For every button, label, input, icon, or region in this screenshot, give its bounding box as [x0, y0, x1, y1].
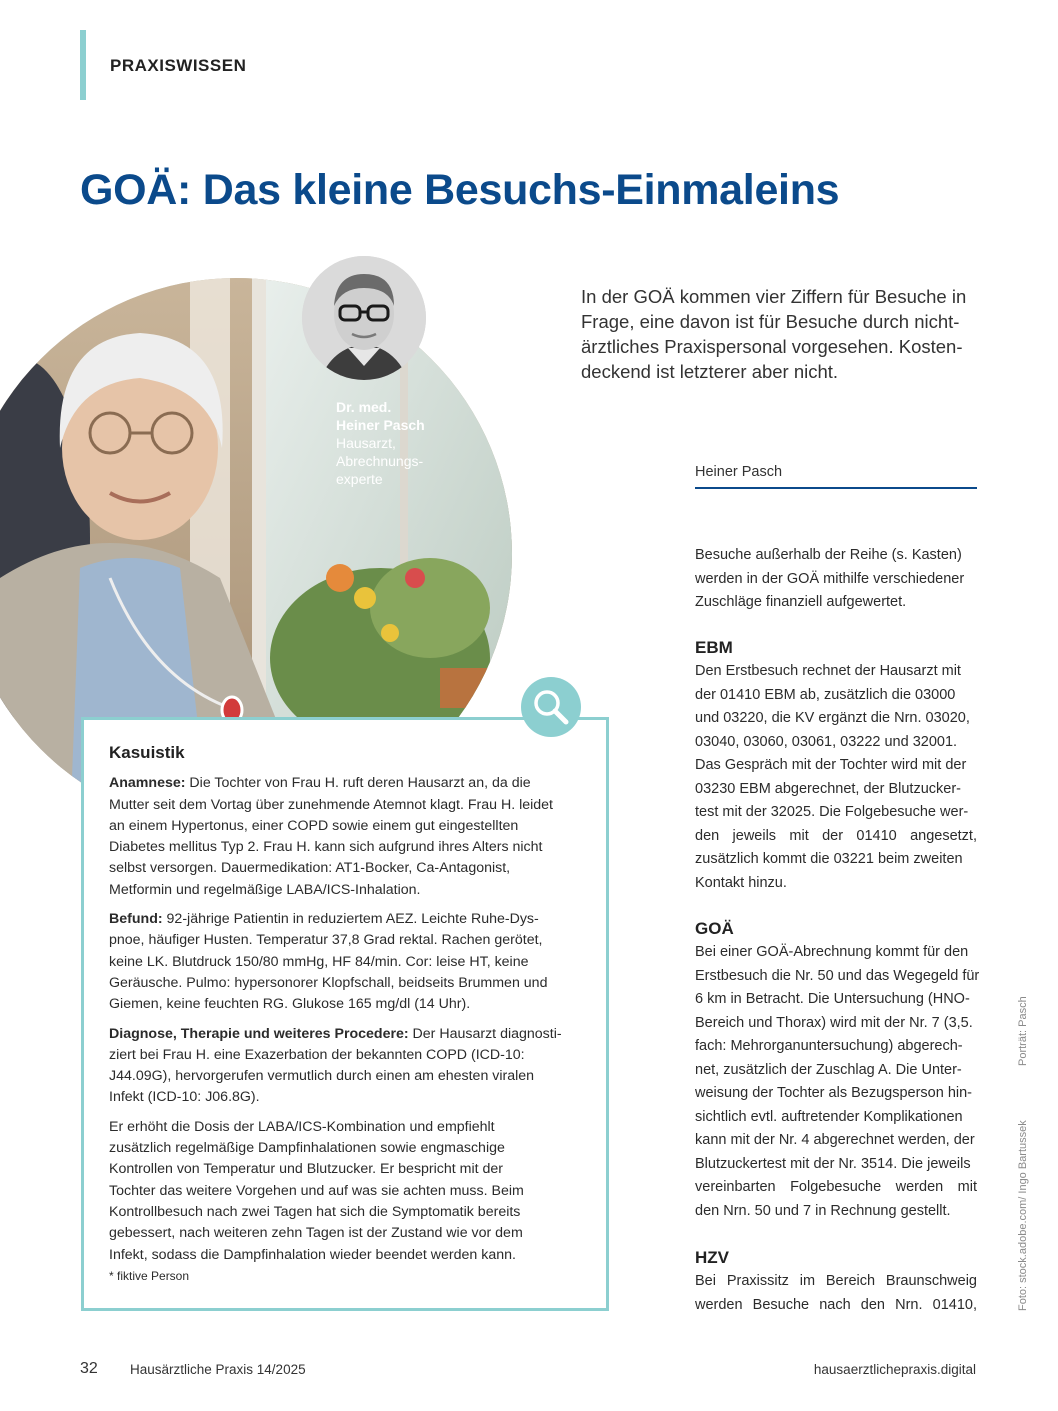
hzv-section [695, 1246, 977, 1317]
text-fragment: Der Hausarzt diagnosti- [408, 1025, 562, 1042]
article-lead [581, 284, 991, 384]
text-line: der 01410 EBM ab, zusätzlich die 03000 [695, 686, 956, 703]
lead-line: Frage, eine davon ist für Besuche durch nicht- [581, 311, 960, 332]
lead-line: deckend ist letzterer aber nicht. [581, 361, 839, 382]
text-line: an einem Hypertonus, einer COPD sowie einem gut eingestellten [109, 817, 519, 834]
magnifier-icon-glyph [521, 677, 581, 737]
goae-section [695, 917, 980, 1223]
anamnese-paragraph [109, 773, 589, 901]
diagnose-paragraph [109, 1024, 589, 1109]
text-line: Den Erstbesuch rechnet der Hausarzt mit [695, 663, 961, 679]
author-portrait-illustration [302, 256, 426, 380]
text-line: weisung der Tochter als Bezugsperson hin- [695, 1085, 973, 1101]
befund-paragraph [109, 909, 589, 1015]
text-line: Kontrollen von Temperatur und Blutzucker. Er bespricht mit der [109, 1161, 504, 1178]
text-line: den Nrn. 50 und 7 in Rechnung gestellt. [695, 1202, 951, 1219]
text-line: Kontakt hinzu. [695, 874, 787, 891]
text-line: Besuche außerhalb der Reihe (s. Kasten) [695, 547, 962, 563]
magnifier-icon [521, 677, 581, 737]
text-line: zusätzlich kommt die 03221 beim zweiten [695, 851, 963, 867]
text-line: 6 km in Betracht. Die Untersuchung (HNO- [695, 991, 970, 1007]
article-headline: GOÄ: Das kleine Besuchs-Einmaleins [80, 166, 840, 214]
text-line: fach: Mehrorganuntersuchung) abgerech- [695, 1038, 963, 1054]
text-line: Metformin und regelmäßige LABA/ICS-Inhalation. [109, 881, 421, 898]
page-number: 32 [80, 1360, 98, 1377]
case-study-heading: Kasuistik [109, 743, 185, 762]
text-fragment: Die Tochter von Frau H. ruft deren Hausarzt an, da die [185, 775, 531, 792]
text-line: und 03220, die KV ergänzt die Nrn. 03020, [695, 710, 970, 726]
diagnose-label: Diagnose, Therapie und weiteres Procedere: [109, 1025, 409, 1042]
text-line: ziert bei Frau H. eine Exazerbation der bekannten COPD (ICD-10: [109, 1046, 525, 1063]
anamnese-label: Anamnese: [109, 775, 186, 792]
text-line: Infekt, sodass die Dampfinhalation wieder beendet werden kann. [109, 1246, 516, 1263]
case-study-box [81, 717, 609, 1311]
text-line: sichtlich evtl. auftretender Komplikationen [695, 1108, 963, 1125]
text-line: gebessert, nach weiteren zehn Tagen ist der Zustand wie vor dem [109, 1225, 523, 1242]
publication-name: Hausärztliche Praxis 14/2025 [130, 1362, 306, 1377]
therapie-paragraph [109, 1117, 589, 1266]
text-line: kann mit der Nr. 4 abgerechnet werden, der [695, 1132, 975, 1148]
text-line: test mit der 32025. Die Folgebesuche wer- [695, 804, 969, 820]
author-role: Abrechnungs- [336, 453, 424, 469]
text-line: Diabetes mellitus Typ 2. Frau H. kann sich aufgrund ihres Alters nicht [109, 839, 543, 856]
text-line: Geräusche. Pulmo: hypersonorer Klopfschall, beidseits Brummen und [109, 974, 548, 991]
text-line [109, 773, 589, 794]
text-line: Zuschläge finanziell aufgewertet. [695, 594, 907, 610]
hzv-heading: HZV [695, 1248, 729, 1267]
lead-line: ärztliches Praxispersonal vorgesehen. Kosten- [581, 336, 963, 357]
author-role: experte [336, 471, 383, 487]
text-line: selbst versorgen. Dauermedikation: AT1-Bocker, Ca-Antagonist, [109, 860, 511, 877]
author-portrait [302, 256, 426, 380]
text-line: 03040, 03060, 03061, 03222 und 32001. [695, 733, 958, 750]
text-line: Infekt (ICD-10: J06.8G). [109, 1089, 260, 1106]
text-fragment: 92-jährige Patientin in reduziertem AEZ. Leichte Ruhe-Dys- [162, 911, 539, 928]
text-line: Bei einer GOÄ-Abrechnung kommt für den [695, 944, 969, 960]
intro-paragraph [695, 544, 977, 615]
website-url: hausaerztlichepraxis.digital [813, 1362, 976, 1377]
ebm-heading: EBM [695, 638, 733, 657]
text-line [109, 1024, 589, 1045]
text-line: Bei Praxissitz im Bereich Braunschweig [695, 1273, 977, 1289]
text-line: Das Gespräch mit der Tochter wird mit der [695, 757, 967, 773]
text-line: net, zusätzlich der Zuschlag A. Die Unter- [695, 1061, 962, 1078]
author-caption [336, 398, 425, 488]
text-line: Erstbesuch die Nr. 50 und das Wegegeld für [695, 967, 980, 984]
text-line: keine LK. Blutdruck 150/80 mmHg, HF 84/min. Cor: leise HT, keine [109, 953, 529, 970]
author-title: Dr. med. [336, 399, 392, 415]
ebm-section [695, 636, 977, 895]
text-line: Mutter seit dem Vortag über zunehmende Atemnot klagt. Frau H. leidet [109, 796, 553, 813]
portrait-credit: Porträt: Pasch [1017, 996, 1029, 1066]
text-line: 03230 EBM abgerechnet, der Blutzucker- [695, 780, 961, 797]
text-line [109, 909, 589, 930]
author-role: Hausarzt, [336, 435, 396, 451]
text-line: zusätzlich regelmäßige Dampfinhalationen sowie engmaschige [109, 1140, 505, 1157]
text-line: Blutzuckertest mit der Nr. 3514. Die jeweils [695, 1155, 971, 1172]
text-line: J44.09G), hervorgerufen vermutlich durch einen am ehesten viralen [109, 1068, 535, 1085]
section-accent-bar [80, 30, 86, 100]
text-line: Giemen, keine feuchten RG. Glukose 165 mg/dl (14 Uhr). [109, 996, 471, 1013]
befund-label: Befund: [109, 911, 163, 928]
text-line: vereinbarten Folgebesuche werden mit [695, 1179, 977, 1195]
photo-credit: Foto: stock.adobe.com/ Ingo Bartussek [1017, 1120, 1029, 1311]
section-label: PRAXISWISSEN [110, 56, 247, 75]
byline: Heiner Pasch [695, 464, 977, 489]
author-name: Heiner Pasch [336, 417, 425, 433]
text-line: pnoe, häufiger Husten. Temperatur 37,8 Grad rektal. Rachen gerötet, [109, 932, 543, 949]
goae-heading: GOÄ [695, 919, 734, 938]
lead-line: In der GOÄ kommen vier Ziffern für Besuche in [581, 286, 967, 307]
text-line: werden in der GOÄ mithilfe verschiedener [695, 570, 965, 587]
text-line: werden Besuche nach den Nrn. 01410, [695, 1296, 977, 1313]
text-line: Kontrollbesuch nach zwei Tagen hat sich die Symptomatik bereits [109, 1203, 521, 1220]
text-line: Tochter das weitere Vorgehen und auf was sie achten muss. Beim [109, 1182, 524, 1199]
footnote: * fiktive Person [109, 1268, 190, 1283]
text-line: Bereich und Thorax) wird mit der Nr. 7 (3,5. [695, 1014, 973, 1031]
case-study-content [109, 742, 589, 1284]
text-line: Er erhöht die Dosis der LABA/ICS-Kombination und empfiehlt [109, 1118, 495, 1135]
text-line: den jeweils mit der 01410 angesetzt, [695, 827, 977, 844]
